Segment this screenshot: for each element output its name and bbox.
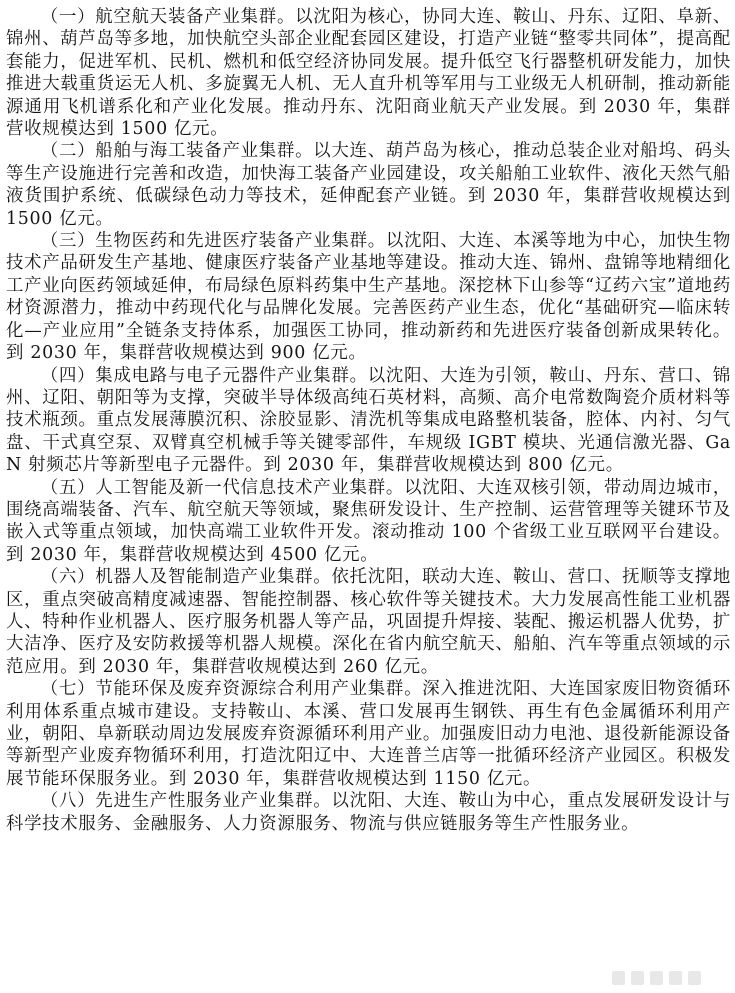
watermark-glyph — [631, 971, 644, 985]
watermark-glyph — [650, 971, 663, 985]
paragraph-aerospace-cluster: （一）航空航天装备产业集群。以沈阳为核心，协同大连、鞍山、丹东、辽阳、阜新、锦州、葫芦岛等多地，加快航空头部企业配套园区建设，打造产业链“整零共同体”，提高配套能力，促进军机、民机、燃机和低空经济协同发展。提升低空飞行器整机研发能力，加快推进大载重货运无人机、多旋翼无人机、无人直升机等军用与工业级无人机研制，推动新能源通用飞机谱系化和产业化发展。推动丹东、沈阳商业航天产业发展。到 2030 年，集群营收规模达到 1500 亿元。 — [6, 7, 731, 140]
watermark-glyph — [688, 971, 701, 985]
paragraph-integrated-circuit-cluster: （四）集成电路与电子元器件产业集群。以沈阳、大连为引领，鞍山、丹东、营口、锦州、辽阳、朝阳等为支撑，突破半导体级高纯石英材料，高频、高介电常数陶瓷介质材料等技术瓶颈。重点发展薄膜沉积、涂胶显影、清洗机等集成电路整机装备，腔体、内衬、匀气盘、干式真空泵、双臂真空机械手等关键零部件，车规级 IGBT 模块、光通信激光器、GaN 射频芯片等新型电子元器件。到 2030 年，集群营收规模达到 800 亿元。 — [6, 365, 731, 476]
watermark-glyph — [612, 971, 625, 985]
watermark — [605, 969, 701, 987]
paragraph-producer-services-cluster: （八）先进生产性服务业产业集群。以沈阳、大连、鞍山为中心，重点发展研发设计与科学技术服务、金融服务、人力资源服务、物流与供应链服务等生产性服务业。 — [6, 791, 731, 834]
paragraph-environmental-cluster: （七）节能环保及废弃资源综合利用产业集群。深入推进沈阳、大连国家废旧物资循环利用体系重点城市建设。支持鞍山、本溪、营口发展再生钢铁、再生有色金属循环利用产业，朝阳、阜新联动周边发展废弃资源循环利用产业。加强废旧动力电池、退役新能源设备等新型产业废弃物循环利用，打造沈阳辽中、大连普兰店等一批循环经济产业园区。积极发展节能环保服务业。到 2030 年，集群营收规模达到 1150 亿元。 — [6, 679, 731, 789]
paragraph-robotics-cluster: （六）机器人及智能制造产业集群。依托沈阳，联动大连、鞍山、营口、抚顺等支撑地区，重点突破高精度减速器、智能控制器、核心软件等关键技术。大力发展高性能工业机器人、特种作业机器人、医疗服务机器人等产品，巩固提升焊接、装配、搬运机器人优势，扩大洁净、医疗及安防救援等机器人规模。深化在省内航空航天、船舶、汽车等重点领域的示范应用。到 2030 年，集群营收规模达到 260 亿元。 — [6, 567, 731, 677]
watermark-glyph — [669, 971, 682, 985]
paragraph-biomedicine-cluster: （三）生物医药和先进医疗装备产业集群。以沈阳、大连、本溪等地为中心，加快生物技术产品研发生产基地、健康医疗装备产业基地等建设。推动大连、锦州、盘锦等地精细化工产业向医药领域延伸，布局绿色原料药集中生产基地。深挖林下山参等“辽药六宝”道地药材资源潜力，推动中药现代化与品牌化发展。完善医药产业生态，优化“基础研究—临床转化—产业应用”全链条支持体系，加强医工协同，推动新药和先进医疗装备创新成果转化。到 2030 年，集群营收规模达到 900 亿元。 — [6, 231, 731, 364]
paragraph-shipbuilding-cluster: （二）船舶与海工装备产业集群。以大连、葫芦岛为核心，推动总装企业对船坞、码头等生产设施进行完善和改造，加快海工装备产业园建设，攻关船舶工业软件、液化天然气船液货围护系统、低碳绿色动力等技术，延伸配套产业链。到 2030 年，集群营收规模达到 1500 亿元。 — [6, 141, 731, 229]
paragraph-ai-it-cluster: （五）人工智能及新一代信息技术产业集群。以沈阳、大连双核引领，带动周边城市，围绕高端装备、汽车、航空航天等领域，聚焦研发设计、生产控制、运营管理等关键环节及嵌入式等重点领域，加快高端工业软件开发。滚动推动 100 个省级工业互联网平台建设。到 2030 年，集群营收规模达到 4500 亿元。 — [6, 477, 731, 565]
